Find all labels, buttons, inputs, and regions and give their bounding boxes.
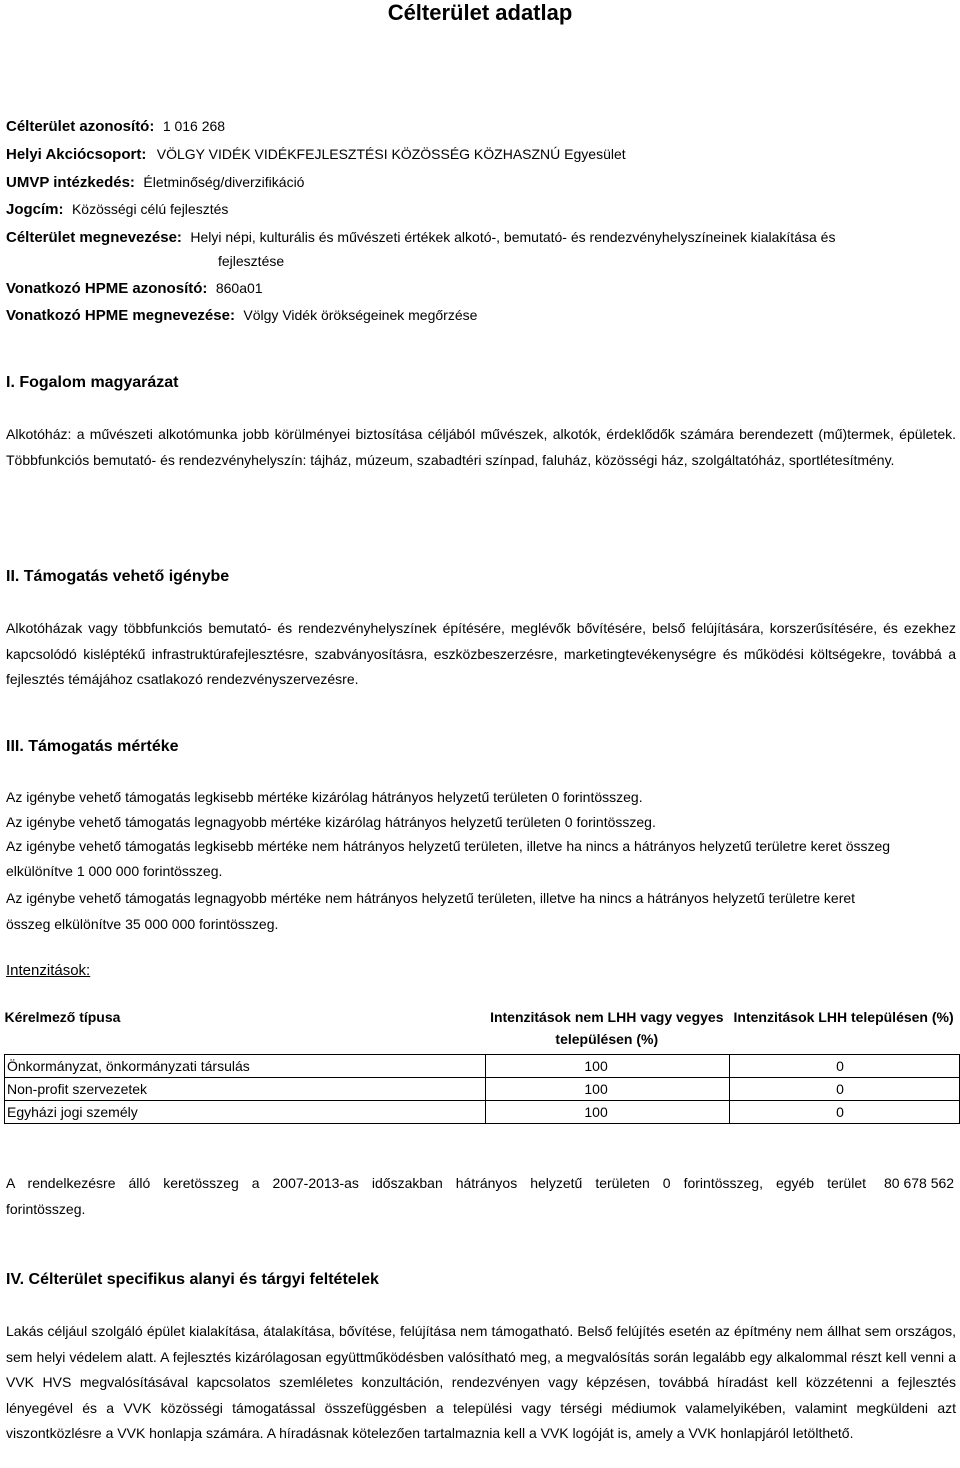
meta-label: Helyi Akciócsoport: bbox=[6, 146, 147, 163]
section-paragraph: Alkotóházak vagy többfunkciós bemutató- és rendezvényhelyszínek építésére, meglévők bővítésére, belső felújítására, korszerűsítésére, és ezekhez kapcsolódó kisléptékű infrastruktúrafejlesztésre, szabványosításra, eszközbeszerzésre, marketingtevékenységre és működési költségekre, továbbá a fejlesztés témájához csatlakozó rendezvényszervezésre. bbox=[6, 620, 956, 687]
meta-value: 1 016 268 bbox=[162, 118, 226, 134]
cell-applicant-type: Egyházi jogi személy bbox=[5, 1101, 486, 1124]
meta-value: Völgy Vidék örökségeinek megőrzése bbox=[243, 307, 478, 323]
meta-label: Vonatkozó HPME megnevezése: bbox=[6, 307, 235, 324]
budget-text-continuation: forintösszeg. bbox=[6, 1201, 86, 1217]
column-header-lhh: Intenzitások LHH településen (%) bbox=[733, 1009, 954, 1025]
budget-text: A rendelkezésre álló keretösszeg a 2007-2013-as időszakban hátrányos helyzetű területen 0 forintösszeg, egyéb terület bbox=[6, 1175, 866, 1191]
budget-amount: 80 678 562 bbox=[884, 1175, 955, 1191]
meta-label: UMVP intézkedés: bbox=[6, 174, 135, 191]
cell-applicant-type: Non-profit szervezetek bbox=[5, 1078, 486, 1101]
support-line: Az igénybe vehető támogatás legkisebb mértéke nem hátrányos helyzetű területen, illetve ha nincs a hátrányos helyzetű területre keret összeg bbox=[6, 838, 891, 854]
support-line: elkülönítve 1 000 000 forintösszeg. bbox=[6, 863, 223, 879]
section-heading: IV. Célterület specifikus alanyi és tárgyi feltételek bbox=[6, 1271, 379, 1288]
section-paragraph: Lakás céljául szolgáló épület kialakítása, átalakítása, bővítése, felújítása nem támogatható. Belső felújítés esetén az építmény nem állhat sem országos, sem helyi védelem alatt. A fejlesztés kizárólagosan együttműködésben valósítható meg, a megvalósítás során legalább egy alkalommal részt kell venni a VVK HVS megvalósításával kapcsolatos szemléletes konzultáción, rendezvényen vagy képzésen, továbbá híradást kell közzétenni a fejlesztés lényegével és a VVK közösségi támogatással összefüggésben a települési vagy térségi médiumok valamelyikében, valamint megküldeni azt viszontközlésre a VVK honlapja számára. A híradásnak kötelezően tartalmaznia kell a VVK logóját is, amely a VVK honlapjáról letölthető. bbox=[6, 1323, 956, 1441]
meta-hpme-name bbox=[6, 307, 477, 325]
meta-label: Vonatkozó HPME azonosító: bbox=[6, 280, 208, 297]
section-paragraph: Alkotóház: a művészeti alkotómunka jobb körülményei biztosítása céljából művészek, alkotók, érdeklődők számára berendezett (mű)termek, épületek. Többfunkciós bemutató- és rendezvényhelyszín: tájház, múzeum, szabadtéri színpad, faluház, közösségi ház, szolgáltatóház, sportlétesítmény. bbox=[6, 426, 956, 468]
meta-action-group bbox=[6, 146, 626, 164]
cell-non-lhh: 100 bbox=[486, 1078, 730, 1101]
meta-umvp-measure bbox=[6, 174, 304, 192]
meta-value: Helyi népi, kulturális és művészeti értékek alkotó-, bemutató- és rendezvényhelyszíneinek kialakítása és bbox=[190, 229, 836, 245]
support-line: Az igénybe vehető támogatás legkisebb mértéke kizárólag hátrányos helyzetű területen 0 forintösszeg. bbox=[6, 789, 643, 805]
column-header-non-lhh: Intenzitások nem LHH vagy vegyes településen (%) bbox=[490, 1009, 724, 1047]
column-header-applicant-type: Kérelmező típusa bbox=[4, 1009, 121, 1025]
cell-applicant-type: Önkormányzat, önkormányzati társulás bbox=[5, 1055, 486, 1078]
meta-hpme-id bbox=[6, 280, 263, 298]
meta-target-area-id bbox=[6, 118, 225, 136]
meta-value-continuation: fejlesztése bbox=[218, 253, 285, 269]
meta-target-area-name bbox=[6, 229, 835, 247]
meta-value: 860a01 bbox=[215, 280, 263, 296]
cell-lhh: 0 bbox=[730, 1101, 960, 1124]
table-header-row bbox=[5, 1006, 960, 1055]
meta-label: Jogcím: bbox=[6, 201, 64, 218]
intensities-table bbox=[4, 1006, 960, 1124]
meta-label: Célterület megnevezése: bbox=[6, 229, 182, 246]
meta-value: Életminőség/diverzifikáció bbox=[143, 174, 305, 190]
table-row bbox=[5, 1055, 960, 1078]
section-heading: III. Támogatás mértéke bbox=[6, 738, 179, 755]
support-line: Az igénybe vehető támogatás legnagyobb mértéke nem hátrányos helyzetű területen, illetve ha nincs a hátrányos helyzetű területre keret bbox=[6, 890, 856, 906]
cell-non-lhh: 100 bbox=[486, 1101, 730, 1124]
support-line: Az igénybe vehető támogatás legnagyobb mértéke kizárólag hátrányos helyzetű területen 0 forintösszeg. bbox=[6, 814, 656, 830]
table-row bbox=[5, 1078, 960, 1101]
support-line: összeg elkülönítve 35 000 000 forintösszeg. bbox=[6, 916, 279, 932]
meta-value: Közösségi célú fejlesztés bbox=[71, 201, 229, 217]
cell-non-lhh: 100 bbox=[486, 1055, 730, 1078]
meta-value: VÖLGY VIDÉK VIDÉKFEJLESZTÉSI KÖZÖSSÉG KÖZHASZNÚ Egyesület bbox=[156, 146, 626, 162]
intensities-heading: Intenzitások: bbox=[6, 962, 91, 979]
section-heading: II. Támogatás vehető igénybe bbox=[6, 568, 230, 585]
section-heading: I. Fogalom magyarázat bbox=[6, 374, 179, 391]
cell-lhh: 0 bbox=[730, 1078, 960, 1101]
cell-lhh: 0 bbox=[730, 1055, 960, 1078]
table-row bbox=[5, 1101, 960, 1124]
page-title: Célterület adatlap bbox=[387, 0, 573, 25]
meta-legal-title bbox=[6, 201, 228, 219]
meta-label: Célterület azonosító: bbox=[6, 118, 155, 135]
